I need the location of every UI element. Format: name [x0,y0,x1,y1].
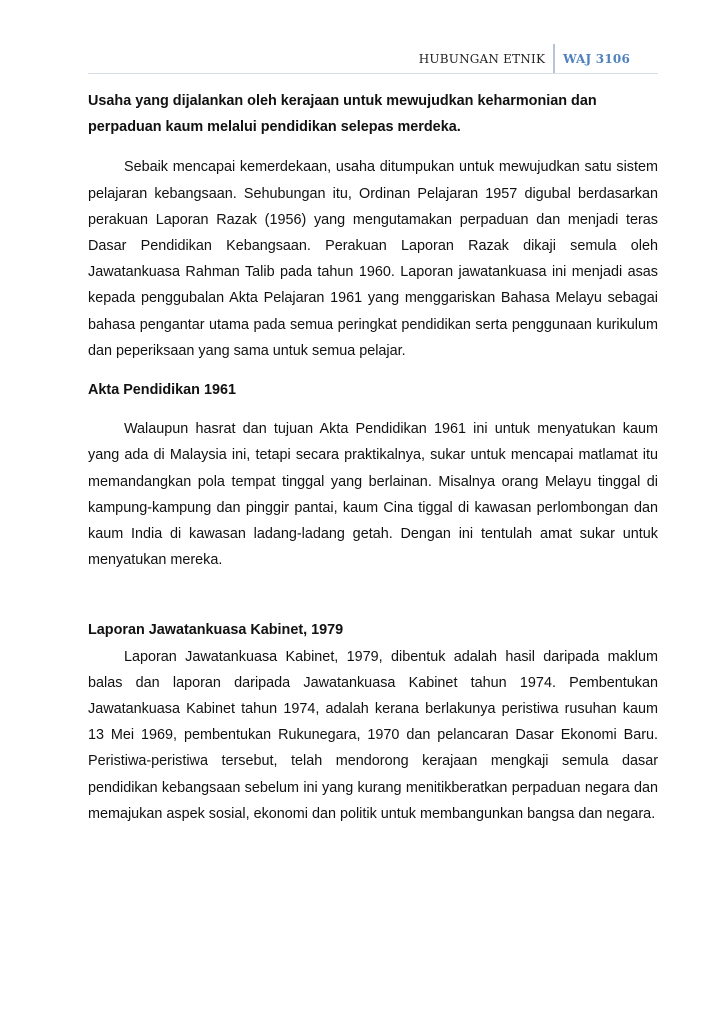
header-title: HUBUNGAN ETNIK [418,52,546,66]
section-heading-akta-1961: Akta Pendidikan 1961 [88,382,236,399]
header-course-code: WAJ 3106 [563,52,630,66]
paragraph-akta-1961: Walaupun hasrat dan tujuan Akta Pendidikan 1961 ini untuk menyatukan kaum yang ada di Malaysia ini, tetapi secara praktikalnya, sukar untuk mencapai matlamat itu memandangkan pola tempat tinggal yang berlainan. Misalnya orang Melayu tinggal di kampung-kampung dan pinggir pantai, kaum Cina tiggal di kawasan perlombongan dan kaum India di kawasan ladang-ladang getah. Dengan ini tentulah amat sukar untuk menyatukan mereka. [88,421,658,569]
document-body [88,88,658,827]
paragraph-intro: Sebaik mencapai kemerdekaan, usaha ditumpukan untuk mewujudkan satu sistem pelajaran kebangsaan. Sehubungan itu, Ordinan Pelajaran 1957 digubal berdasarkan perakuan Laporan Razak (1956) yang mengutamakan perpaduan dan menjadi teras Dasar Pendidikan Kebangsaan. Perakuan Laporan Razak dikaji semula oleh Jawatankuasa Rahman Talib pada tahun 1960. Laporan jawatankuasa ini menjadi asas kepada penggubalan Akta Pelajaran 1961 yang menggariskan Bahasa Melayu sebagai bahasa pengantar utama pada semua peringkat pendidikan serta penggunaan kurikulum dan peperiksaan yang sama untuk semua pelajar. [88,159,658,359]
section-heading-laporan-1979: Laporan Jawatankuasa Kabinet, 1979 [88,622,344,639]
paragraph-laporan-1979: Laporan Jawatankuasa Kabinet, 1979, dibentuk adalah hasil daripada maklum balas dan laporan daripada Jawatankuasa Kabinet tahun 1974. Pembentukan Jawatankuasa Kabinet tahun 1974, adalah kerana berlakunya peristiwa rusuhan kaum 13 Mei 1969, pembentukan Rukunegara, 1970 dan pelancaran Dasar Ekonomi Baru. Peristiwa-peristiwa tersebut, telah mendorong kerajaan mengkaji semula dasar pendidikan kebangsaan sebelum ini yang kurang menitikberatkan perpaduan negara dan memajukan aspek sosial, ekonomi dan politik untuk membangunkan bangsa dan negara. [88,648,658,822]
header-rule [88,73,658,74]
section-heading-intro: Usaha yang dijalankan oleh kerajaan untuk mewujudkan keharmonian dan perpaduan kaum melalui pendidikan selepas merdeka. [88,93,597,136]
page-header [419,44,630,74]
